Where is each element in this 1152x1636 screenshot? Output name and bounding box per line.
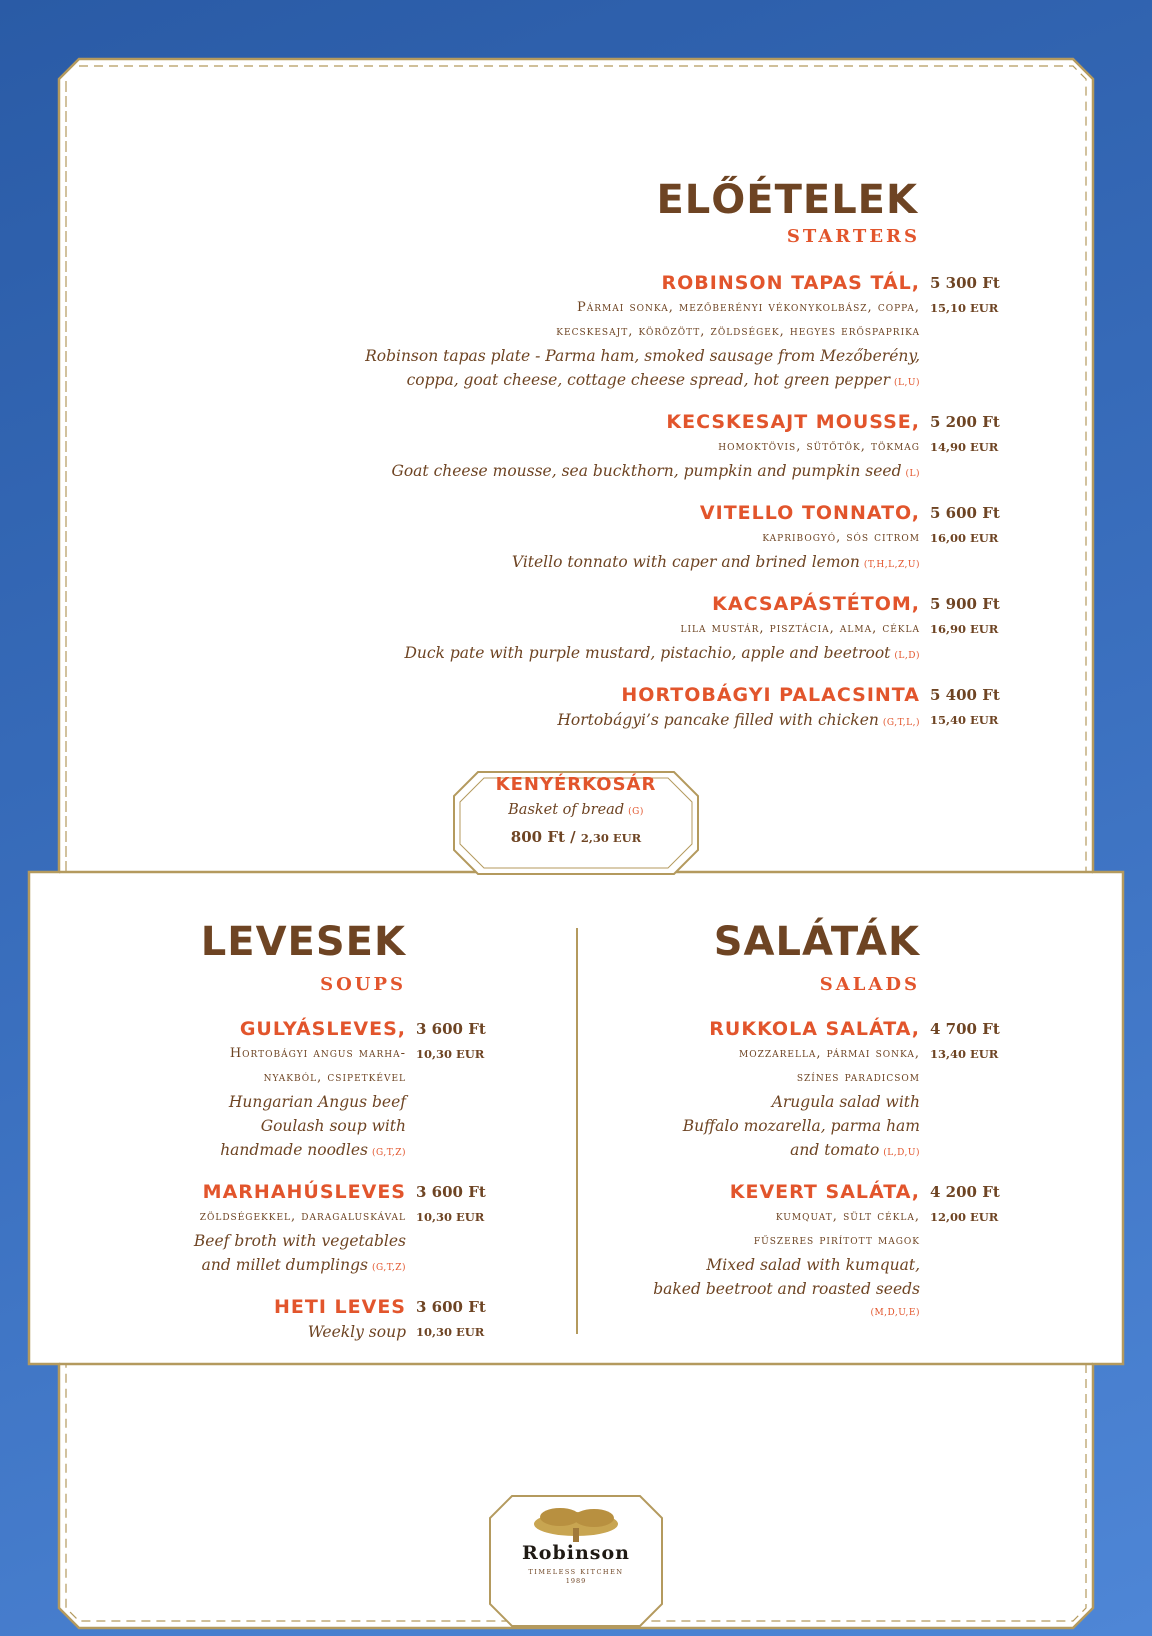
item-english-description: [590, 1277, 920, 1301]
item-name: RUKKOLA SALÁTA,: [709, 1018, 920, 1040]
item-english-description: [300, 344, 920, 368]
item-price-eur: 12,00 EUR: [930, 1210, 999, 1224]
item-english-text: Goat cheese mousse, sea buckthorn, pumpkin and pumpkin seed: [391, 462, 902, 480]
item-english-description: [106, 1090, 406, 1114]
menu-item: [106, 1294, 486, 1344]
item-name: HETI LEVES: [274, 1296, 406, 1318]
item-allergens: (G,T,Z): [371, 1263, 406, 1273]
item-name: KEVERT SALÁTA,: [729, 1181, 920, 1203]
soups-subtitle: SOUPS: [320, 974, 406, 995]
item-allergens: (L,U): [894, 378, 920, 388]
item-price-eur: 16,00 EUR: [930, 531, 999, 545]
item-english-text: Beef broth with vegetables: [193, 1232, 406, 1250]
item-allergens: (L): [905, 469, 920, 479]
menu-item: [590, 1016, 1000, 1165]
item-name: KACSAPÁSTÉTOM,: [712, 593, 920, 615]
item-name: HORTOBÁGYI PALACSINTA: [621, 684, 920, 706]
menu-item: [106, 1179, 486, 1280]
salads-title: SALÁTÁK: [713, 919, 920, 965]
item-price-eur: 13,40 EUR: [930, 1047, 999, 1061]
column-divider: [576, 928, 578, 1334]
starters-subtitle: STARTERS: [786, 226, 920, 247]
logo-tagline: TIMELESS KITCHEN: [528, 1568, 624, 1576]
item-english-description: [106, 1114, 406, 1138]
item-hungarian-description: nyakból, csipetkével: [263, 1070, 406, 1085]
item-name: GULYÁSLEVES,: [239, 1018, 406, 1040]
item-english-text: baked beetroot and roasted seeds: [653, 1280, 920, 1298]
soups-list: [106, 1016, 486, 1358]
item-price-ft: 3 600 Ft: [416, 1298, 486, 1316]
item-allergens: (L,D): [894, 651, 920, 661]
item-price-eur: 15,10 EUR: [930, 301, 999, 315]
item-prices: [930, 1016, 1000, 1066]
logo-wordmark: Robinson: [522, 1542, 630, 1564]
item-hungarian-description: kapribogyó, sós citrom: [762, 530, 920, 545]
item-hungarian-description: színes paradicsom: [796, 1070, 920, 1085]
item-english-description: [300, 641, 920, 668]
item-price-ft: 3 600 Ft: [416, 1183, 486, 1201]
item-hungarian-description: Hortobágyi angus marha-: [229, 1046, 406, 1061]
item-name: VITELLO TONNATO,: [699, 502, 920, 524]
item-price-ft: 5 400 Ft: [930, 686, 1000, 704]
menu-item: [106, 1016, 486, 1165]
bread-basket-box: [454, 772, 698, 851]
item-price-eur: 16,90 EUR: [930, 622, 999, 636]
item-hungarian-description: mozzarella, pármai sonka,: [739, 1046, 920, 1061]
item-hungarian-description: Pármai sonka, mezőberényi vékonykolbász, coppa,: [577, 300, 920, 315]
item-price-ft: 5 300 Ft: [930, 274, 1000, 292]
item-english-text: Goulash soup with: [260, 1117, 406, 1135]
item-english-text: Buffalo mozarella, parma ham: [682, 1117, 920, 1135]
item-english-description: [106, 1138, 406, 1165]
item-price-eur: 14,90 EUR: [930, 440, 999, 454]
item-name: KECSKESAJT MOUSSE,: [666, 411, 920, 433]
item-allergens: (M,D,U,E): [870, 1308, 920, 1318]
bread-allergens: (G): [628, 807, 644, 817]
item-price-ft: 4 700 Ft: [930, 1020, 1000, 1038]
item-prices: [930, 682, 1000, 732]
item-prices: [930, 1179, 1000, 1229]
bread-price: 800 Ft / 2,30 EUR: [510, 828, 642, 846]
item-hungarian-description: zöldségekkel, daragaluskával: [199, 1209, 406, 1224]
item-price-eur: 10,30 EUR: [416, 1325, 485, 1339]
item-english-text: Hungarian Angus beef: [228, 1093, 406, 1111]
item-price-ft: 5 900 Ft: [930, 595, 1000, 613]
item-english-description: [300, 368, 920, 395]
item-name: MARHAHÚSLEVES: [202, 1181, 406, 1203]
item-english-text: Duck pate with purple mustard, pistachio, apple and beetroot: [404, 644, 891, 662]
item-english-description: [106, 1229, 406, 1253]
item-prices: [930, 500, 1000, 550]
item-prices: [416, 1179, 486, 1229]
item-hungarian-description: fűszeres pirított magok: [753, 1233, 920, 1248]
menu-item: [300, 409, 1000, 486]
item-allergens: (G,T,L,): [882, 718, 920, 728]
salads-list: [590, 1016, 1000, 1339]
item-english-description: [106, 1253, 406, 1280]
item-price-eur: 15,40 EUR: [930, 713, 999, 727]
menu-item: [300, 270, 1000, 395]
item-english-text: Mixed salad with kumquat,: [706, 1256, 920, 1274]
item-english-description: [300, 550, 920, 577]
item-prices: [930, 409, 1000, 459]
item-prices: [416, 1294, 486, 1344]
item-english-text: and tomato: [790, 1141, 880, 1159]
starters-title: ELŐÉTELEK: [656, 177, 918, 223]
item-price-ft: 3 600 Ft: [416, 1020, 486, 1038]
item-english-text: Robinson tapas plate - Parma ham, smoked sausage from Mezőberény,: [365, 347, 920, 365]
menu-item: [590, 1179, 1000, 1325]
item-price-eur: 10,30 EUR: [416, 1210, 485, 1224]
item-english-text: Weekly soup: [307, 1323, 406, 1341]
item-english-text: handmade noodles: [220, 1141, 368, 1159]
bread-subtitle: Basket of bread (G): [508, 802, 644, 818]
logo-year: 1989: [565, 1577, 587, 1585]
item-hungarian-description: homoktövis, sütőtök, tökmag: [718, 439, 920, 454]
menu-item: [300, 500, 1000, 577]
item-price-ft: 5 600 Ft: [930, 504, 1000, 522]
item-name: ROBINSON TAPAS TÁL,: [661, 272, 920, 294]
starters-list: [300, 270, 1000, 749]
item-price-ft: 5 200 Ft: [930, 413, 1000, 431]
item-price-eur: 10,30 EUR: [416, 1047, 485, 1061]
robinson-logo: [510, 1500, 642, 1600]
item-price-ft: 4 200 Ft: [930, 1183, 1000, 1201]
item-hungarian-description: kumquat, sült cékla,: [775, 1209, 920, 1224]
item-allergens: (L,D,U): [883, 1148, 920, 1158]
item-english-description: [106, 1320, 406, 1344]
item-allergens: (G,T,Z): [371, 1148, 406, 1158]
item-prices: [930, 591, 1000, 641]
item-english-description: [300, 459, 920, 486]
item-english-description: [590, 1253, 920, 1277]
menu-item: [300, 682, 1000, 735]
soups-title: LEVESEK: [200, 919, 406, 965]
item-hungarian-description: lila mustár, pisztácia, alma, cékla: [680, 621, 920, 636]
item-english-text: coppa, goat cheese, cottage cheese spread, hot green pepper: [406, 371, 891, 389]
item-english-description: [300, 708, 920, 735]
item-hungarian-description: kecskesajt, körözött, zöldségek, hegyes erőspaprika: [556, 324, 920, 339]
salads-subtitle: SALADS: [819, 974, 920, 995]
item-english-description: [590, 1114, 920, 1138]
item-english-description: [590, 1090, 920, 1114]
item-english-text: Hortobágyi’s pancake filled with chicken: [557, 711, 879, 729]
item-allergens: (T,H,L,Z,U): [863, 560, 920, 570]
bread-title: KENYÉRKOSÁR: [495, 774, 657, 795]
item-english-text: and millet dumplings: [201, 1256, 368, 1274]
item-english-text: Vitello tonnato with caper and brined lemon: [511, 553, 860, 571]
menu-item: [300, 591, 1000, 668]
item-english-description: [590, 1138, 920, 1165]
item-english-text: Arugula salad with: [771, 1093, 920, 1111]
item-prices: [930, 270, 1000, 320]
item-prices: [416, 1016, 486, 1066]
